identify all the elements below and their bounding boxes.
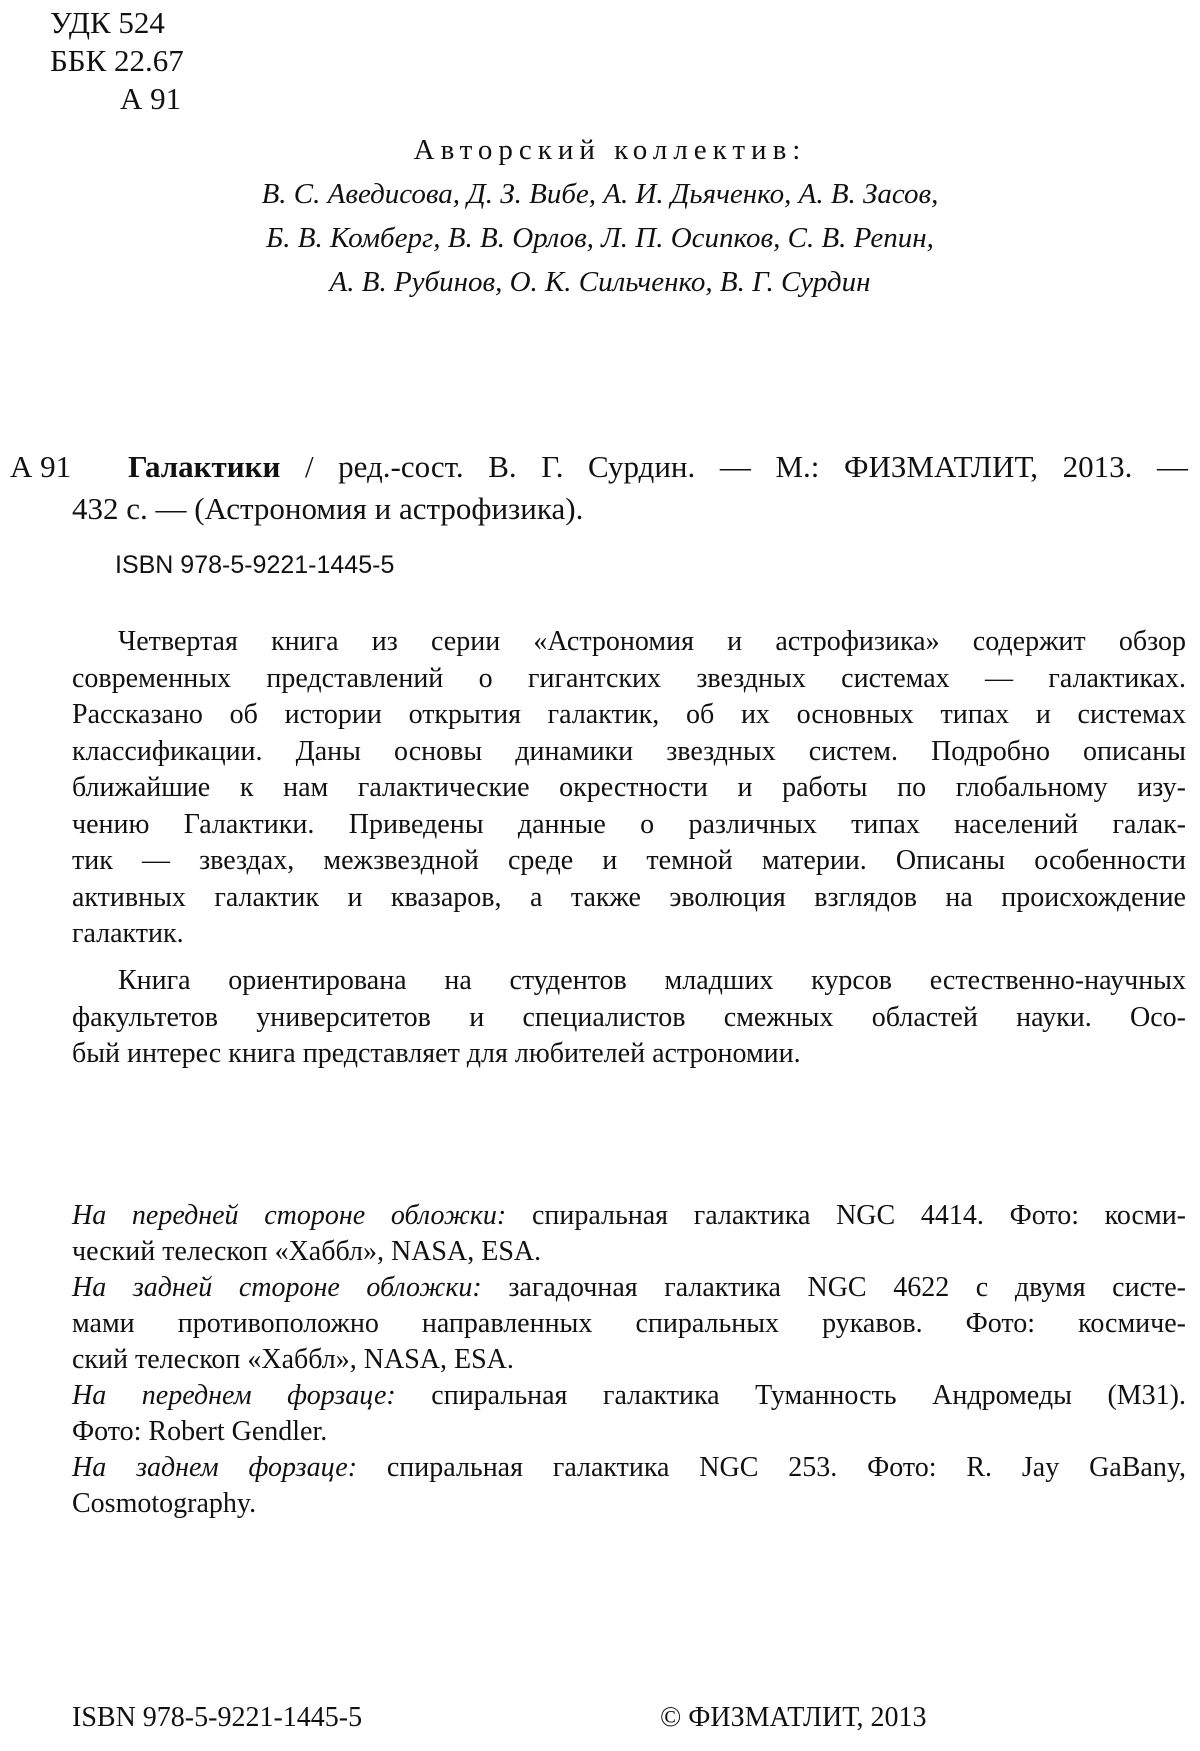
entry-line-1-rest: / ред.-сост. В. Г. Сурдин. — М.: ФИЗМАТЛИТ, 2013. — bbox=[304, 449, 1188, 484]
footer-copyright: © ФИЗМАТЛИТ, 2013 bbox=[660, 1702, 927, 1733]
author-mark: А 91 bbox=[120, 81, 182, 116]
cover-credit-line: На переднем форзаце: спиральная галактика Туманность Андромеды (М31). bbox=[72, 1380, 1187, 1411]
cover-credit-label: На переднем форзаце: bbox=[72, 1380, 396, 1411]
authors-line: В. С. Аведисова, Д. З. Вибе, А. И. Дьяченко, А. В. Засов, bbox=[261, 178, 939, 210]
cover-credit-label: На задней стороне обложки: bbox=[72, 1272, 482, 1303]
entry-line-1 bbox=[128, 446, 1188, 488]
entry-line-2: 432 с. — (Астрономия и астрофизика). bbox=[72, 491, 584, 526]
annotation-line: Четвертая книга из серии «Астрономия и астрофизика» содержит обзор bbox=[118, 626, 1186, 657]
annotation-line: современных представлений о гигантских звездных системах — галактиках. bbox=[72, 662, 1186, 694]
cover-credit-line: На передней стороне обложки: спиральная галактика NGC 4414. Фото: косми- bbox=[72, 1200, 1186, 1231]
cover-credit-line: На заднем форзаце: спиральная галактика NGC 253. Фото: R. Jay GaBany, bbox=[72, 1452, 1186, 1483]
annotation bbox=[72, 624, 1186, 953]
audience-line: Книга ориентирована на студентов младших курсов естественно-научных bbox=[118, 965, 1186, 996]
cover-credit-label: На передней стороне обложки: bbox=[72, 1200, 507, 1231]
book-title: Галактики bbox=[128, 449, 281, 484]
annotation-line: Рассказано об истории открытия галактик, об их основных типах и системах bbox=[72, 699, 1186, 730]
authors-line: А. В. Рубинов, О. К. Сильченко, В. Г. Сурдин bbox=[329, 266, 871, 298]
cover-credit-line: На задней стороне обложки: загадочная галактика NGC 4622 с двумя систе- bbox=[72, 1272, 1187, 1303]
cover-credit-line: Фото: Robert Gendler. bbox=[72, 1416, 328, 1447]
entry-code: А 91 bbox=[10, 449, 72, 484]
cover-credit-line: ческий телескоп «Хаббл», NASA, ESA. bbox=[72, 1236, 542, 1267]
annotation-line: активных галактик и квазаров, а также эволюция взглядов на происхождение bbox=[72, 881, 1186, 913]
cover-credit-line: Cosmotography. bbox=[72, 1488, 257, 1519]
classification-codes bbox=[50, 4, 184, 118]
isbn: ISBN 978-5-9221-1445-5 bbox=[115, 551, 395, 579]
annotation-line: чению Галактики. Приведены данные о различных типах населений галак- bbox=[72, 808, 1186, 840]
cover-credit-label: На заднем форзаце: bbox=[72, 1452, 358, 1483]
authors-heading: Авторский коллектив: bbox=[413, 134, 807, 166]
cover-credit-line: ский телескоп «Хаббл», NASA, ESA. bbox=[72, 1344, 514, 1375]
footer-isbn: ISBN 978-5-9221-1445-5 bbox=[72, 1702, 363, 1733]
udk-code: УДК 524 bbox=[50, 5, 165, 40]
authors-line: Б. В. Комберг, В. В. Орлов, Л. П. Осипков, С. В. Репин, bbox=[266, 222, 934, 254]
audience-line: бый интерес книга представляет для любителей астрономии. bbox=[72, 1038, 801, 1069]
cover-credit-line: мами противоположно направленных спиральных рукавов. Фото: космиче- bbox=[72, 1308, 1186, 1339]
authors-block bbox=[0, 128, 1200, 304]
audience-paragraph bbox=[72, 963, 1186, 1073]
annotation-line: тик — звездах, межзвездной среде и темной материи. Описаны особенности bbox=[72, 845, 1186, 876]
audience-line: факультетов университетов и специалистов смежных областей науки. Осо- bbox=[72, 1001, 1186, 1033]
bbk-code: ББК 22.67 bbox=[50, 43, 184, 78]
annotation-line: классификации. Даны основы динамики звездных систем. Подробно описаны bbox=[72, 735, 1186, 767]
cover-credits bbox=[72, 1198, 1186, 1522]
annotation-line: ближайшие к нам галактические окрестности и работы по глобальному изу- bbox=[72, 772, 1186, 803]
annotation-line: галактик. bbox=[72, 918, 184, 949]
